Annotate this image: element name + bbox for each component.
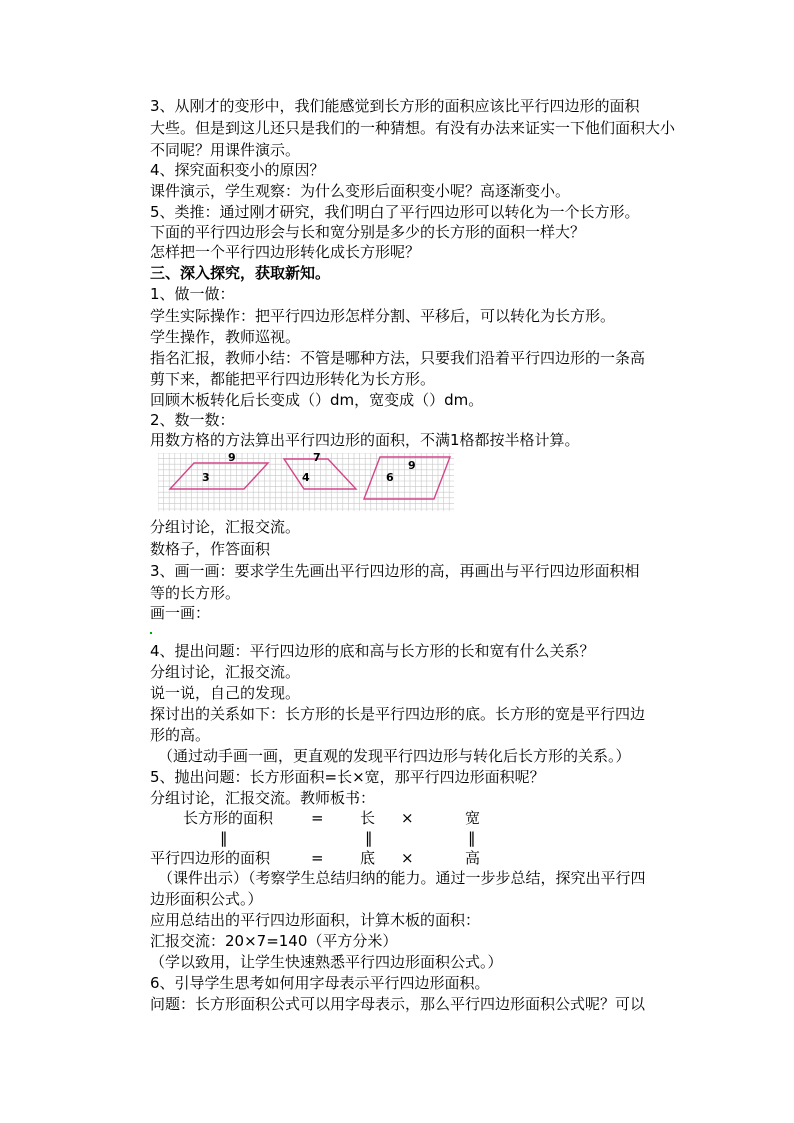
board-equals: =: [311, 849, 324, 867]
text-line: 数格子，作答面积: [150, 540, 271, 558]
section-heading: 三、深入探究，获取新知。: [150, 264, 331, 282]
text-line: 课件演示，学生观察：为什么变形后面积变小呢？高逐渐变小。: [150, 182, 571, 200]
figure-label: 9: [228, 453, 236, 464]
text-line: 分组讨论，汇报交流。: [150, 518, 301, 536]
text-line: 6、引导学生思考如何用字母表示平行四边形面积。: [150, 974, 490, 992]
text-line: 剪下来，都能把平行四边形转化为长方形。: [150, 370, 436, 388]
text-line: 怎样把一个平行四边形转化成长方形呢？: [150, 243, 421, 261]
text-line: 说一说，自己的发现。: [150, 684, 301, 702]
text-line: 用数方格的方法算出平行四边形的面积，不满1格都按半格计算。: [150, 431, 580, 449]
text-line: （通过动手画一画，更直观的发现平行四边形与转化后长方形的关系。）: [158, 747, 631, 765]
board-length: 长: [360, 809, 376, 827]
text-line: 学生操作，教师巡视。: [150, 328, 301, 346]
parallelogram-3: [364, 457, 450, 499]
figure-label: 4: [302, 471, 310, 484]
text-line: 分组讨论，汇报交流。教师板书：: [150, 789, 376, 807]
board-times: ×: [401, 849, 414, 867]
board-equals: =: [311, 809, 324, 827]
text-line: 探讨出的关系如下：长方形的长是平行四边形的底。长方形的宽是平行四边: [150, 705, 646, 723]
figure-label: 7: [313, 453, 321, 464]
board-width: 宽: [465, 809, 481, 827]
text-line: 5、类推：通过刚才研究，我们明白了平行四边形可以转化为一个长方形。: [150, 203, 640, 221]
text-line: （课件出示）（考察学生总结归纳的能力。通过一步步总结，探究出平行四: [158, 869, 646, 887]
text-line: 问题：长方形面积公式可以用字母表示，那么平行四边形面积公式呢？可以: [150, 995, 646, 1013]
text-line: 2、数一数：: [150, 411, 235, 429]
figure-label: 6: [386, 471, 394, 484]
figure-label: 3: [202, 471, 210, 484]
board-times: ×: [401, 809, 414, 827]
text-line: 4、探究面积变小的原因？: [150, 161, 325, 179]
text-line: 指名汇报，教师小结：不管是哪种方法，只要我们沿着平行四边形的一条高: [150, 349, 646, 367]
text-line: 不同呢？用课件演示。: [150, 141, 301, 159]
board-parallel-mark: ‖: [365, 829, 373, 847]
text-line: 1、做一做：: [150, 285, 235, 303]
parallelogram-grid-figure: [158, 453, 454, 511]
text-line: 等的长方形。: [150, 584, 241, 602]
board-parallel-mark: ‖: [220, 829, 228, 847]
text-line: 学生实际操作：把平行四边形怎样分割、平移后，可以转化为长方形。: [150, 307, 616, 325]
board-para-area: 平行四边形的面积: [150, 849, 271, 867]
text-line: 大些。但是到这儿还只是我们的一种猜想。有没有办法来证实一下他们面积大小: [150, 119, 676, 137]
text-line: 汇报交流：20×7=140（平方分米）: [150, 932, 398, 950]
text-line: 下面的平行四边形会与长和宽分别是多少的长方形的面积一样大？: [150, 223, 586, 241]
text-line: 画一画：: [150, 604, 211, 622]
text-line: 3、画一画：要求学生先画出平行四边形的高，再画出与平行四边形面积相: [150, 562, 640, 580]
marker-dot: [150, 632, 152, 634]
text-line: 边形面积公式。）: [150, 890, 263, 908]
text-line: 4、提出问题：平行四边形的底和高与长方形的长和宽有什么关系？: [150, 642, 595, 660]
text-line: 形的高。: [150, 726, 211, 744]
board-rect-area: 长方形的面积: [183, 809, 274, 827]
text-line: 5、抛出问题：长方形面积=长×宽，那平行四边形面积呢？: [150, 768, 545, 786]
figure-label: 9: [408, 459, 416, 472]
board-base: 底: [360, 849, 376, 867]
board-parallel-mark: ‖: [468, 829, 476, 847]
text-line: 回顾木板转化后长变成（）dm，宽变成（）dm。: [150, 391, 484, 409]
text-line: 分组讨论，汇报交流。: [150, 663, 301, 681]
text-line: 应用总结出的平行四边形面积，计算木板的面积：: [150, 911, 481, 929]
text-line: （学以致用，让学生快速熟悉平行四边形面积公式。）: [150, 953, 503, 971]
board-height: 高: [465, 849, 481, 867]
text-line: 3、从刚才的变形中，我们能感觉到长方形的面积应该比平行四边形的面积: [150, 97, 640, 115]
